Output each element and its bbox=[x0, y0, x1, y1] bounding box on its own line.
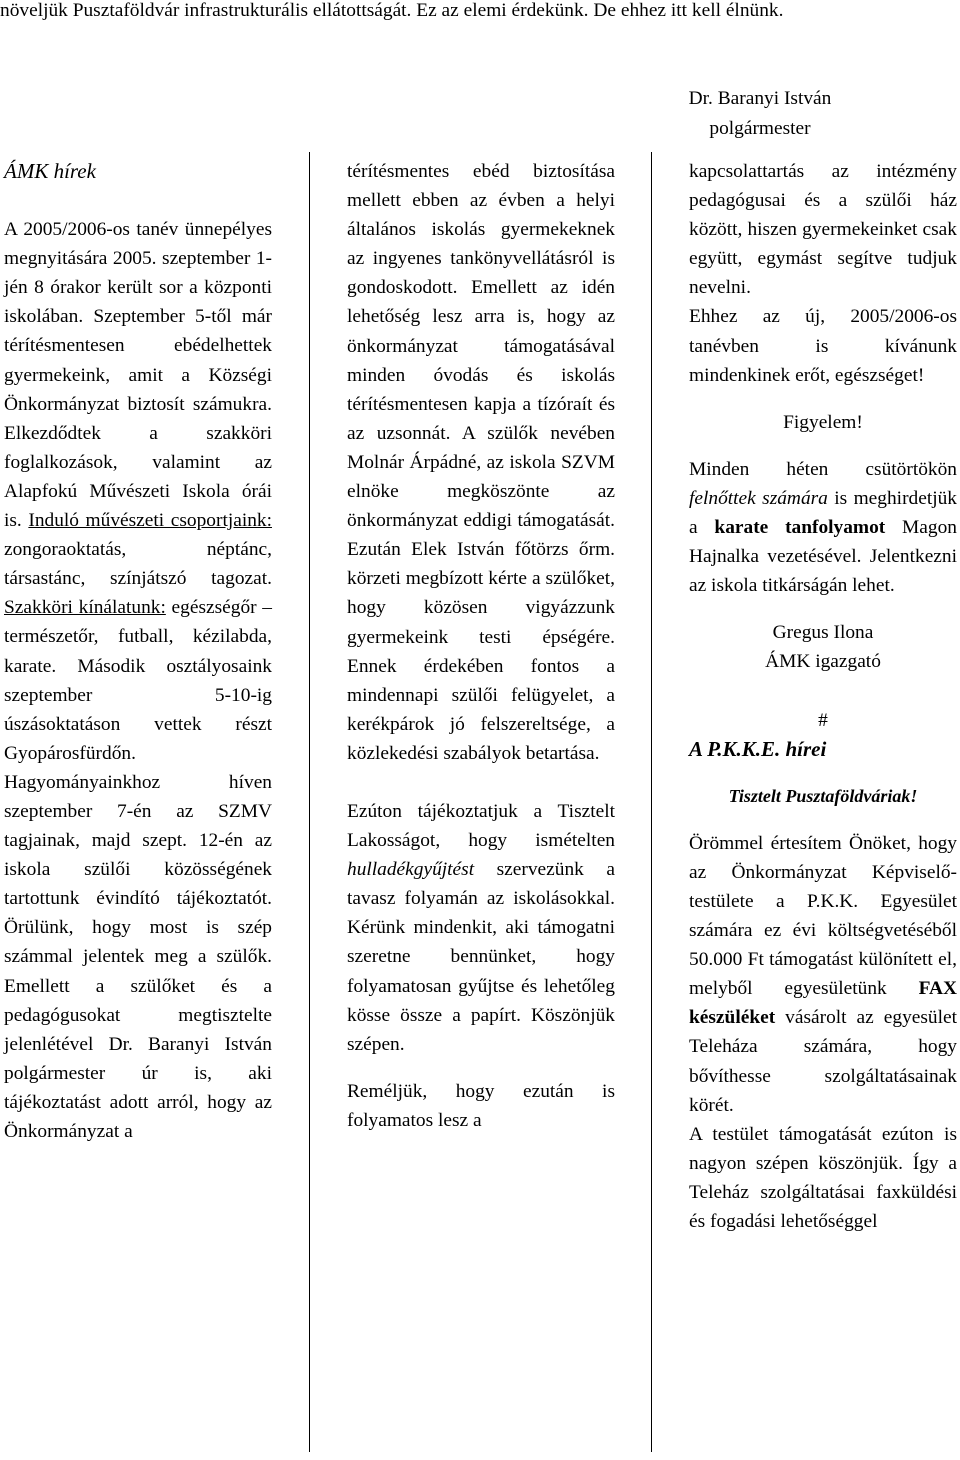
section-title-amk: ÁMK hírek bbox=[4, 159, 96, 183]
spacer bbox=[689, 437, 957, 455]
closing-paragraph: Reméljük, hogy ezután is folyamatos lesz a bbox=[347, 1080, 615, 1131]
spacer bbox=[689, 764, 957, 782]
amk-text-a: A 2005/2006-os tanév ünnepélyes megnyitására 2005. szeptember 1-jén 8 órakor került sor a központi iskolában. Szeptember 5-től már térítésmentesen ebédelhettek gyermekeink, amit a Községi Önkormányzat biztosít számukra. Elkezdődtek a szakköri foglalkozások, valamint az Alapfokú Művészeti Iskola órái is. bbox=[4, 219, 272, 532]
amk-clubs-label: Szakköri kínálatunk: bbox=[4, 597, 166, 619]
spacer bbox=[689, 390, 957, 408]
karate-text-a: Minden héten csütörtökön bbox=[689, 458, 957, 480]
spacer bbox=[347, 768, 615, 797]
amk-groups-label: Induló művészeti csoportjaink: bbox=[28, 510, 272, 532]
spacer bbox=[689, 677, 957, 706]
director-signature bbox=[689, 618, 957, 676]
collection-emphasis: hulladékgyűjtést bbox=[347, 859, 475, 881]
director-title: ÁMK igazgató bbox=[765, 651, 881, 673]
lunch-paragraph: térítésmentes ebéd biztosítása mellett ebben az évben a helyi általános iskolás gyermekeknek az ingyenes tankönyvellátásról is gondoskodott. Emellett az idén lehetőség lesz arra is, hogy az önkormányzat támogatásával minden óvodás és iskolás térítésmentesen kapja a tízóraít és az uzsonnát. A szülők nevében Molnár Árpádné, az iskola SZVM elnöke megköszönte az önkormányzat eddigi támogatását. Ezután Elek István főtörzs őrm. körzeti megbízott kérte a szülőket, hogy közösen vigyázzunk gyermekeink testi épségére. Ennek érdekében fontos a mindennapi szülői felügyelet, a kerékpárok jó felszereltsége, a közlekedési szabályok betartása. bbox=[347, 161, 615, 764]
wishes-paragraph: Ehhez az új, 2005/2006-os tanévben is kívánunk mindenkinek erőt, egészséget! bbox=[689, 306, 957, 386]
spacer bbox=[347, 1059, 615, 1077]
amk-text-c: egészségőr – természetőr, futball, kézilabda, karate. Második osztályosaink szeptember 5-10-ig úszásoktatáson vettek részt Gyopárosfürdőn. Hagyományainkhoz híven szeptember 7-én az SZMV tagjainak, majd szept. 12-én az iskola szülői közösségének tartottunk évindító tájékoztatót. Örülünk, hogy most is szép számmal jelentek meg a szülők. Emellett a szülőket és a pedagógusokat megtisztelte jelenlétével Dr. Baranyi István polgármester úr is, aki tájékoztatást adott arról, hogy az Önkormányzat a bbox=[4, 597, 272, 1142]
intro-text: növeljük Pusztaföldvár infrastrukturális ellátottságát. Ez az elemi érdekünk. De ehhez itt kell élnünk. bbox=[0, 0, 784, 21]
thanks-paragraph: A testület támogatását ezúton is nagyon szépen köszönjük. Így a Teleház szolgáltatásai faxküldési és fogadási lehetőséggel bbox=[689, 1123, 957, 1232]
mayor-title: polgármester bbox=[709, 118, 811, 139]
amk-text-b: zongoraoktatás, néptánc, társastánc, színjátszó tagozat. bbox=[4, 539, 272, 590]
column-divider-right bbox=[651, 152, 652, 1452]
fax-device: FAX készüléket bbox=[689, 978, 957, 1029]
notice-heading: Figyelem! bbox=[783, 411, 863, 433]
spacer bbox=[689, 811, 957, 829]
section-title-pkke: A P.K.K.E. hírei bbox=[689, 736, 827, 761]
karate-adults: felnőttek számára bbox=[689, 487, 828, 509]
contact-paragraph: kapcsolattartás az intézmény pedagógusai és a szülői ház között, hiszen gyermekeinket csak együtt, egymást segítve tudjuk nevelni. bbox=[689, 161, 957, 299]
amk-paragraph bbox=[4, 215, 272, 1146]
spacer bbox=[689, 600, 957, 618]
director-name: Gregus Ilona bbox=[772, 622, 874, 644]
spacer bbox=[4, 186, 272, 215]
karate-text-b: is meghirdetjük a bbox=[689, 487, 957, 539]
fax-text-a: Örömmel értesítem Önöket, hogy az Önkormányzat Képviselő-testülete a P.K.K. Egyesület számára ez évi költségvetéséből 50.000 Ft támogatást különített el, melyből egyesületünk bbox=[689, 832, 957, 1000]
collection-text-b: szervezünk a tavasz folyamán az iskolásokkal. Kérünk mindenkit, aki támogatni szeretne bennünket, hogy folyamatosan gyűjtse és lehetőleg kösse össze a papírt. Köszönjük szépen. bbox=[347, 859, 615, 1055]
column-divider-left bbox=[309, 152, 310, 1452]
salutation: Tisztelt Pusztaföldváriak! bbox=[728, 785, 918, 806]
karate-paragraph bbox=[689, 455, 957, 600]
column-right bbox=[689, 157, 957, 1236]
fax-text-b: vásárolt az egyesület Teleháza számára, hogy bővíthesse szolgáltatásainak körét. bbox=[689, 1007, 957, 1116]
mayor-signature bbox=[560, 84, 960, 144]
column-middle bbox=[347, 157, 615, 1135]
section-separator: # bbox=[818, 709, 828, 731]
fax-paragraph bbox=[689, 829, 957, 1120]
column-amk-news bbox=[4, 157, 272, 1146]
intro-paragraph bbox=[0, 0, 958, 25]
collection-paragraph bbox=[347, 797, 615, 1059]
karate-course: karate tanfolyamot bbox=[714, 517, 886, 539]
mayor-name: Dr. Baranyi István bbox=[688, 88, 832, 109]
collection-text-a: Ezúton tájékoztatjuk a Tisztelt Lakosságot, hogy ismételten bbox=[347, 800, 615, 852]
karate-text-c: Magon Hajnalka vezetésével. Jelentkezni az iskola titkárságán lehet. bbox=[689, 517, 957, 597]
